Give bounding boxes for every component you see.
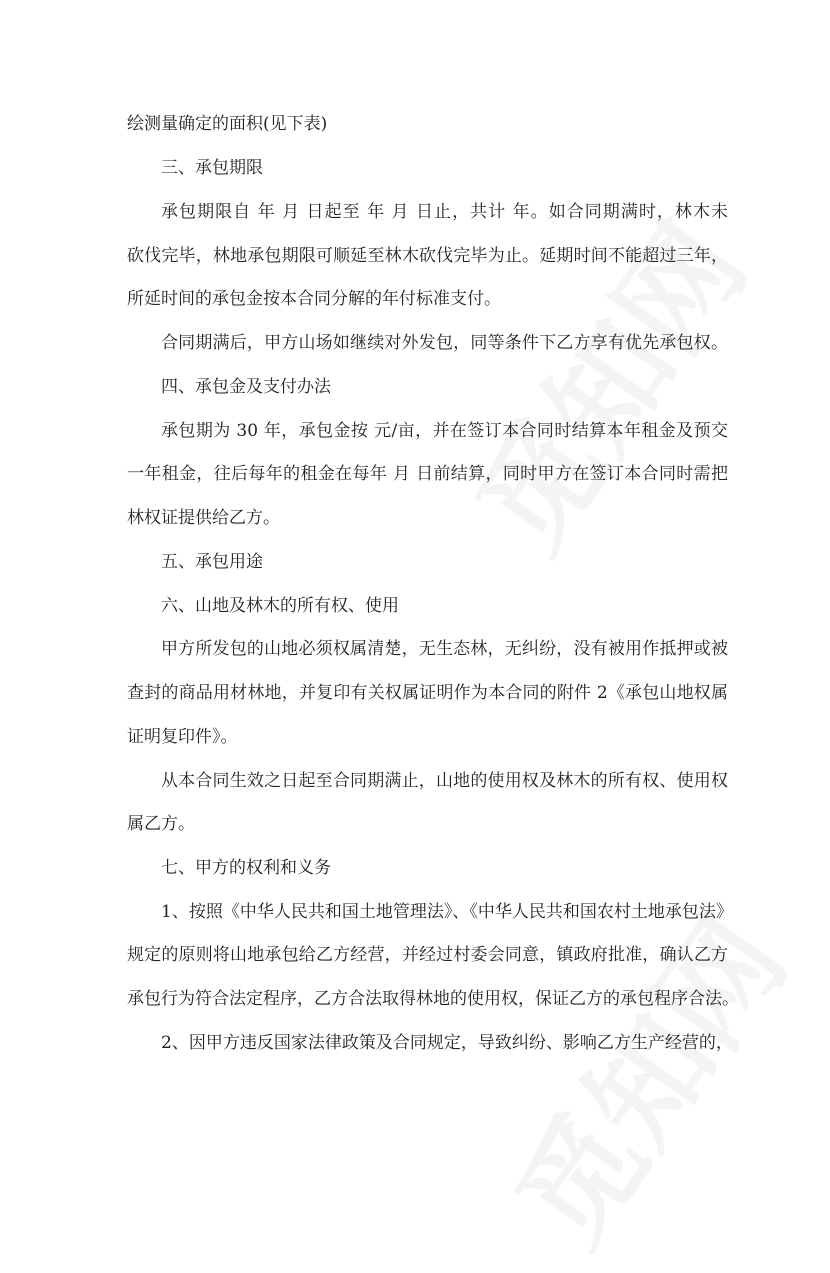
paragraph-line: 承包行为符合法定程序，乙方合法取得林地的使用权，保证乙方的承包程序合法。 xyxy=(127,989,739,1009)
paragraph-line: 所延时间的承包金按本合同分解的年付标准支付。 xyxy=(127,289,501,309)
section-heading: 六、山地及林木的所有权、使用 xyxy=(161,596,399,616)
paragraph-line: 合同期满后，甲方山场如继续对外发包，同等条件下乙方享有优先承包权。 xyxy=(161,333,728,353)
paragraph-line: 一年租金，往后每年的租金在每年 月 日前结算，同时甲方在签订本合同时需把 xyxy=(127,464,728,484)
paragraph-line: 从本合同生效之日起至合同期满止，山地的使用权及林木的所有权、使用权 xyxy=(161,771,728,791)
paragraph-line: 承包期限自 年 月 日起至 年 月 日止，共计 年。如合同期满时，林木未 xyxy=(161,202,728,222)
paragraph-line: 绘测量确定的面积(见下表) xyxy=(127,114,328,134)
watermark xyxy=(470,879,817,1273)
paragraph-line: 属乙方。 xyxy=(127,814,195,834)
section-heading: 七、甲方的权利和义务 xyxy=(161,858,331,878)
paragraph-line: 证明复印件》。 xyxy=(127,727,238,747)
paragraph-line: 2、因甲方违反国家法律政策及合同规定，导致纠纷、影响乙方生产经营的， xyxy=(161,1033,733,1053)
paragraph-line: 查封的商品用材林地，并复印有关权属证明作为本合同的附件 2《承包山地权属 xyxy=(127,683,728,703)
section-heading: 五、承包用途 xyxy=(161,552,263,572)
section-heading: 四、承包金及支付办法 xyxy=(161,377,331,397)
paragraph-line: 林权证提供给乙方。 xyxy=(127,508,280,528)
paragraph-line: 砍伐完毕，林地承包期限可顺延至林木砍伐完毕为止。延期时间不能超过三年， xyxy=(127,246,728,266)
paragraph-line: 规定的原则将山地承包给乙方经营，并经过村委会同意，镇政府批准，确认乙方 xyxy=(127,945,728,965)
paragraph-line: 承包期为 30 年，承包金按 元/亩，并在签订本合同时结算本年租金及预交 xyxy=(161,421,728,441)
paragraph-line: 甲方所发包的山地必须权属清楚，无生态林，无纠纷，没有被用作抵押或被 xyxy=(161,639,728,659)
section-heading: 三、承包期限 xyxy=(161,158,263,178)
paragraph-line: 1、按照《中华人民共和国土地管理法》、《中华人民共和国农村土地承包法》 xyxy=(161,902,733,922)
